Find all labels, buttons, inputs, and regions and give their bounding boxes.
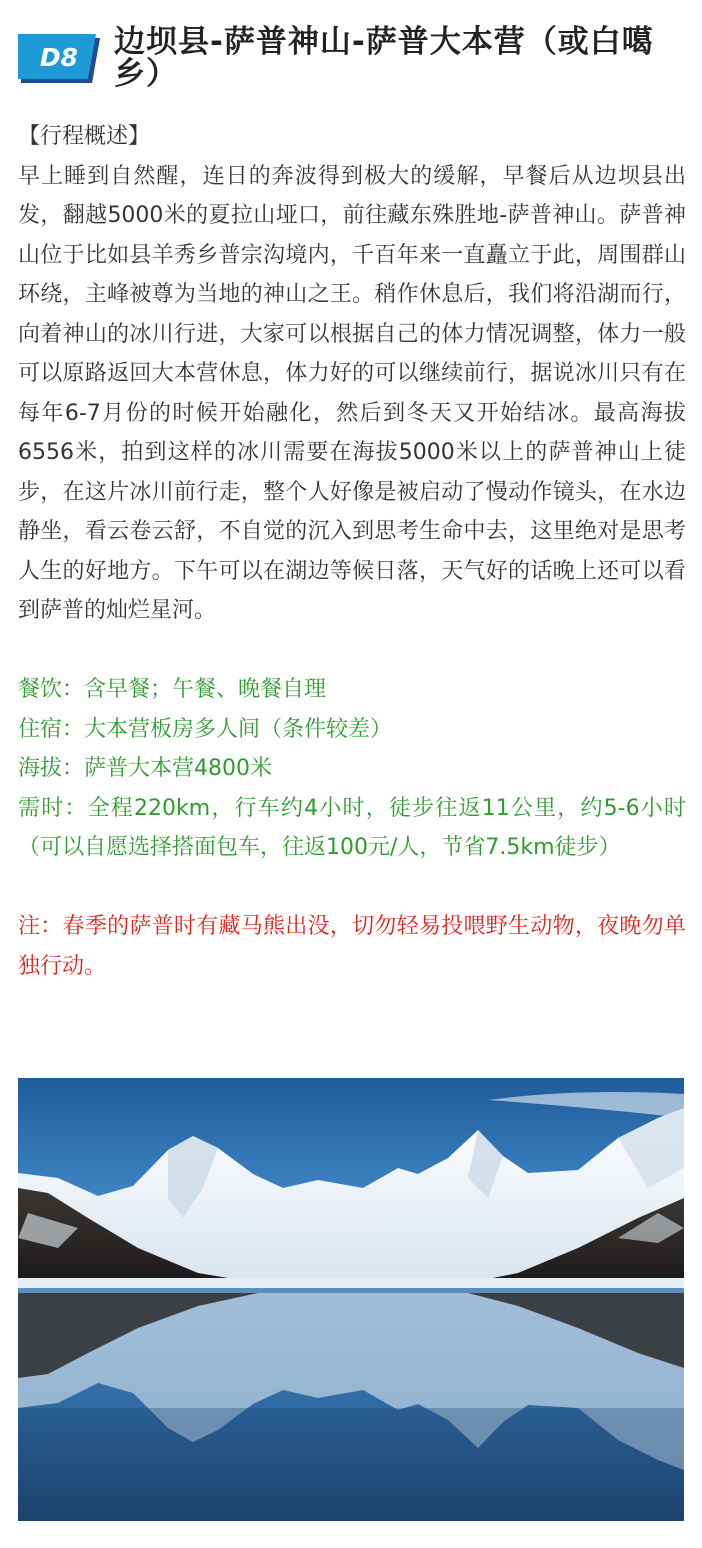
overview-body: 早上睡到自然醒，连日的奔波得到极大的缓解，早餐后从边坝县出发，翻越5000米的夏拉山垭口，前往藏东殊胜地-萨普神山。萨普神山位于比如县羊秀乡普宗沟境内，千百年来一直矗立于此，周围群山环绕，主峰被尊为当地的神山之王。稍作休息后，我们将沿湖而行，向着神山的冰川行进，大家可以根据自己的体力情况调整，体力一般可以原路返回大本营休息，体力好的可以继续前行，据说冰川只有在每年6-7月份的时候开始融化，然后到冬天又开始结冰。最高海拔6556米，拍到这样的冰川需要在海拔5000米以上的萨普神山上徒步，在这片冰川前行走，整个人好像是被启动了慢动作镜头，在水边静坐，看云卷云舒，不自觉的沉入到思考生命中去，这里绝对是思考人生的好地方。下午可以在湖边等候日落，天气好的话晚上还可以看到萨普的灿烂星河。 [18,163,686,623]
altitude-info: 海拔：萨普大本营4800米 [18,756,272,781]
duration-info: 需时：全程220km，行车约4小时，徒步往返11公里，约5-6小时（可以自愿选择搭面包车，往返100元/人，节省7.5km徒步） [18,795,686,860]
mountain-lake-illustration [18,1078,684,1521]
day-badge-label: D8 [39,43,79,72]
meals-info: 餐饮：含早餐；午餐、晚餐自理 [18,677,327,702]
overview-heading: 【行程概述】 [18,124,151,149]
lodging-info: 住宿：大本营板房多人间（条件较差） [18,716,393,742]
spacer [18,868,686,908]
day-header [18,26,688,98]
itinerary-content [18,117,686,986]
day-badge [18,34,100,84]
sapu-mountain-photo [18,1078,684,1521]
safety-note: 注：春季的萨普时有藏马熊出没，切勿轻易投喂野生动物，夜晚勿单独行动。 [18,914,686,979]
page-title: 边坝县-萨普神山-萨普大本营（或白噶乡） [114,24,654,92]
spacer [18,631,686,671]
